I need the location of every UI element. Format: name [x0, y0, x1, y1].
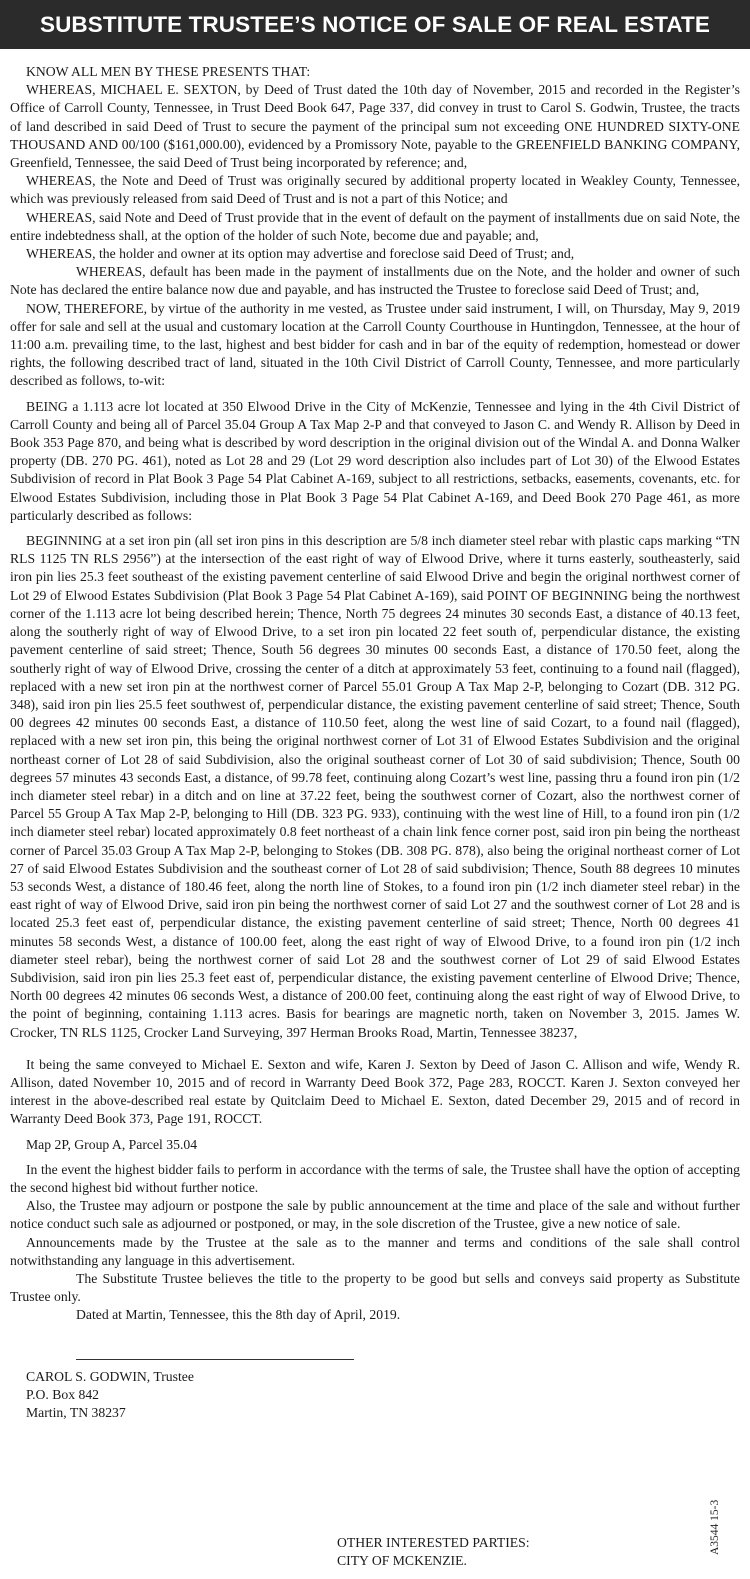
signature-line — [76, 1359, 354, 1360]
conveyance-paragraph: It being the same conveyed to Michael E. Sexton and wife, Karen J. Sexton by Deed of Jason C. Allison and wife, Wendy R. Allison, dated November 10, 2015 and of record in Warranty Deed Book 372, Page 283, ROCCT. Karen J. Sexton conveyed her interest in the above-described real estate by Quitclaim Deed to Michael E. Sexton, dated December 29, 2015 and of record in Warranty Deed Book 373, Page 191, ROCCT. — [10, 1056, 740, 1127]
intro-paragraph: WHEREAS, the Note and Deed of Trust was originally secured by additional property located in Weakley County, Tennessee, which was previously released from said Deed of Trust and is not a part of this Notice; and — [10, 173, 740, 207]
trustee-city: Martin, TN 38237 — [26, 1405, 126, 1421]
dated-line: Dated at Martin, Tennessee, this the 8th day of April, 2019. — [76, 1307, 401, 1323]
metes-and-bounds: BEGINNING at a set iron pin (all set iron pins in this description are 5/8 inch diameter steel rebar with plastic caps marking “TN RLS 1125 TN RLS 2956”) at the intersection of the east right of way of Elwood Drive, where it turns easterly, southeasterly, said iron pin lies 25.3 feet southeast of the existing pavement centerline of said Elwood Drive and begin the original northwest corner of Lot 29 of Elwood Estates Subdivision (Plat Book 3 Page 54 Plat Cabinet A-169), said POINT OF BEGINNING being the northwest corner of the 1.113 acre lot being described herein; Thence, North 75 degrees 24 minutes 30 seconds East, a distance of 40.13 feet, along the southerly right of way of Elwood Drive, to a set iron pin located 22 feet south of, perpendicular distance, the existing pavement centerline of said street; Thence, South 56 degrees 30 minutes 00 seconds East, a distance of 170.50 feet, along the southerly right of way of Elwood Drive, crossing the center of a ditch at approximately 53 feet, continuing to a found nail (flagged), replaced with a new set iron pin at the northwest corner of Parcel 55.01 Group A Tax Map 2-P, belonging to Cozart (DB. 312 PG. 348), said iron pin lies 25.5 feet southwest of, perpendicular distance, the existing pavement centerline of said street; Thence, South 00 degrees 42 minutes 00 seconds East, a distance of 110.50 feet, along the west line of said Cozart, to a found nail (flagged), replaced with a new set iron pin, this being the original northwest corner of Lot 31 of Elwood Estates Subdivision and the original northeast corner of Lot 28 of said Subdivision, also the original southeast corner of Lot 30 of said subdivision; Thence, South 00 degrees 57 minutes 43 seconds East, a distance, of 99.78 feet, continuing along Cozart’s west line, passing thru a found iron pin (1/2 inch diameter steel rebar) in a ditch and on line at 37.22 feet, being the southwest corner of Cozart, also the northwest corner of Parcel 55 Group A Tax Map 2-P, belonging to Hill (DB. 323 PG. 933), continuing with the west line of Hill, to a found iron pin (1/2 inch diameter steel rebar) located approximately 0.8 feet northeast of a chain link fence corner post, said iron pin being the northeast corner of Parcel 35.03 Group A Tax Map 2-P, belonging to Stokes (DB. 308 PG. 878), also being the original northeast corner of Lot 27 of said Elwood Estates Subdivision and the southeast corner of Lot 28 of said subdivision; Thence, South 88 degrees 10 minutes 53 seconds West, a distance of 180.46 feet, along the north line of Stokes, to a found iron pin (1/2 inch diameter steel rebar) in the east right of way of Elwood Drive, said iron pin being the northwest corner of said Lot 27 and the southwest corner of Lot 28 and is located 25.3 feet east of, perpendicular distance, the existing pavement centerline of said street; Thence, North 00 degrees 41 minutes 58 seconds West, a distance of 100.00 feet, along the east right of way of Elwood Drive, to a found iron pin (1/2 inch diameter steel rebar), being the northwest corner of said Lot 28 and the southwest corner of Lot 29 of said Elwood Estates Subdivision, said iron pin lies 25.3 feet east of, perpendicular distance, the existing pavement centerline of Elwood Drive; Thence, North 00 degrees 42 minutes 06 seconds West, a distance of 200.00 feet, continuing along the east right of way of Elwood Drive, to the point of beginning, containing 1.113 acres. Basis for bearings are magnetic north, taken on November 3, 2015. James W. Crocker, TN RLS 1125, Crocker Land Surveying, 397 Herman Brooks Road, Martin, Tennessee 38237, — [10, 533, 740, 1040]
ad-code: A3544 15-3 — [709, 1499, 721, 1555]
intro-paragraph: WHEREAS, said Note and Deed of Trust provide that in the event of default on the payment of installments due on said Note, the entire indebtedness shall, at the option of the holder of such Note, become due and payable; and, — [10, 209, 740, 243]
notice-title — [0, 0, 750, 49]
notice-title-text: SUBSTITUTE TRUSTEE’S NOTICE OF SALE OF REAL ESTATE — [39, 11, 711, 37]
terms-paragraph: In the event the highest bidder fails to perform in accordance with the terms of sale, the Trustee shall have the option of accepting the second highest bid without further notice. — [10, 1161, 740, 1195]
terms-paragraph: Also, the Trustee may adjourn or postpone the sale by public announcement at the time and place of the sale and without further notice conduct such sale as adjourned or postponed, or may, in the sole discretion of the Trustee, give a new notice of sale. — [10, 1198, 740, 1232]
other-party-name: CITY OF MCKENZIE. — [337, 1553, 467, 1569]
intro-paragraph: WHEREAS, MICHAEL E. SEXTON, by Deed of Trust dated the 10th day of November, 2015 and recorded in the Register’s Office of Carroll County, Tennessee, in Trust Deed Book 647, Page 337, did convey in trust to Carol S. Godwin, Trustee, the tracts of land described in said Deed of Trust to secure the payment of the principal sum not exceeding ONE HUNDRED SIXTY-ONE THOUSAND AND 00/100 ($161,000.00), evidenced by a Promissory Note, payable to the GREENFIELD BANKING COMPANY, Greenfield, Tennessee, the said Deed of Trust being incorporated by reference; and, — [10, 82, 740, 171]
terms-paragraph: Announcements made by the Trustee at the sale as to the manner and terms and conditions of the sale shall control notwithstanding any language in this advertisement. — [10, 1234, 740, 1268]
intro-paragraph: WHEREAS, the holder and owner at its option may advertise and foreclose said Deed of Trust; and, — [26, 246, 575, 262]
notice-body — [0, 49, 750, 1422]
signature-block — [26, 1368, 740, 1423]
other-interested-parties — [337, 1534, 530, 1570]
intro-paragraph: KNOW ALL MEN BY THESE PRESENTS THAT: — [26, 64, 311, 79]
intro-paragraph: WHEREAS, default has been made in the payment of installments due on the Note, and the holder and owner of such Note has declared the entire balance now due and payable, and has instructed the Trustee to foreclose said Deed of Trust; and, — [10, 264, 740, 298]
property-description: BEING a 1.113 acre lot located at 350 Elwood Drive in the City of McKenzie, Tennessee and lying in the 4th Civil District of Carroll County and being all of Parcel 35.04 Group A Tax Map 2-P and that conveyed to Jason C. and Wendy R. Allison by Deed in Book 353 Page 870, and being what is described by word description in the original division out of the Windal A. and Donna Walker property (DB. 270 PG. 461), noted as Lot 28 and 29 (Lot 29 word description also includes part of Lot 30) of the Elwood Estates Subdivision of record in Plat Book 3 Page 54 Plat Cabinet A-169, subject to all restrictions, setbacks, easements, covenants, etc. for Elwood Estates Subdivision, including those in Plat Book 3 Page 54 Plat Cabinet A-169, and Deed Book 270 Page 461, as more particularly described as follows: — [10, 398, 740, 523]
title-paragraph: The Substitute Trustee believes the title to the property to be good but sells and conveys said property as Substitute Trustee only. — [10, 1271, 740, 1305]
other-parties-label: OTHER INTERESTED PARTIES: — [337, 1535, 530, 1550]
intro-paragraph: NOW, THEREFORE, by virtue of the authority in me vested, as Trustee under said instrument, I will, on Thursday, May 9, 2019 offer for sale and sell at the usual and customary location at the Carroll County Courthouse in Huntingdon, Tennessee, at the hour of 11:00 a.m. prevailing time, to the last, highest and best bidder for cash and in bar of the equity of redemption, homestead or dower rights, the following described tract of land, situated in the 10th Civil District of Carroll County, Tennessee, and more particularly described as follows, to-wit: — [10, 300, 740, 389]
map-reference: Map 2P, Group A, Parcel 35.04 — [26, 1136, 198, 1152]
trustee-po-box: P.O. Box 842 — [26, 1386, 100, 1402]
trustee-name: CAROL S. GODWIN, Trustee — [26, 1368, 194, 1384]
